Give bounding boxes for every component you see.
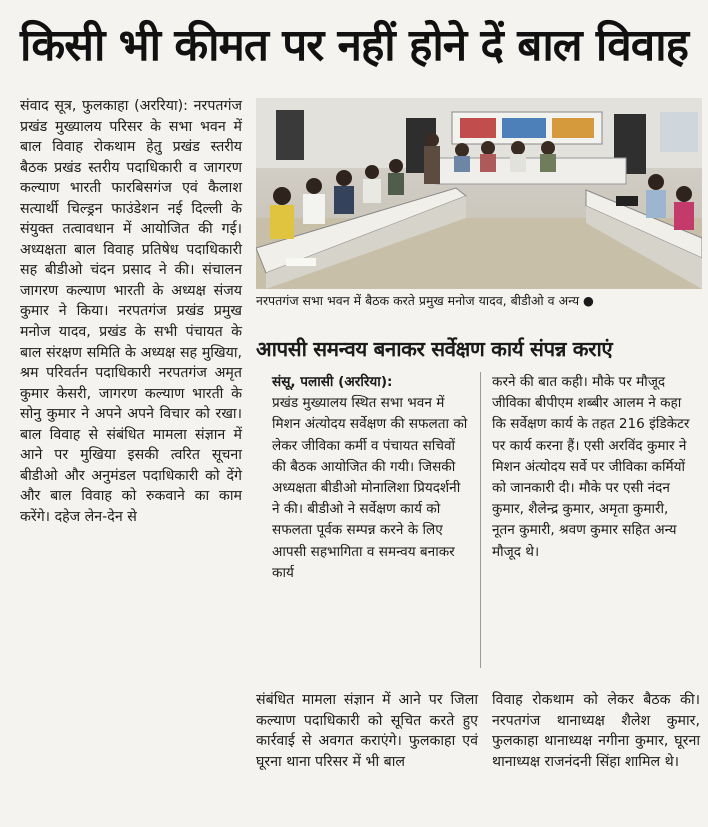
headline: किसी भी कीमत पर नहीं होने दें बाल विवाह [20, 20, 688, 71]
left-article-continuation-1: संबंधित मामला संज्ञान में आने पर जिला कल्याण पदाधिकारी को सूचित करते हुए कार्रवाई से अवगत कराएंगे। फुलकाहा एवं घूरना थाना परिसर में भी बाल [256, 692, 478, 770]
left-article-column: संवाद सूत्र, फुलकाहा (अररिया): नरपतगंज प्रखंड मुख्यालय परिसर के सभा भवन में बाल विवाह रोकथाम हेतु प्रखंड स्तरीय बैठक प्रखंड स्तरीय पदाधिकारी व जागरण कल्याण भारती फारबिसगंज एवं कैलाश सत्यार्थी चिल्ड्रन फाउंडेशन नई दिल्ली के संयुक्त तत्वावधान में आयोजित की गई। अध्यक्षता बाल विवाह प्रतिषेध पदाधिकारी सह बीडीओ चंदन प्रसाद ने की। संचालन जागरण कल्याण भारती के अध्यक्ष संजय कुमार ने किया। नरपतगंज प्रखंड प्रमुख मनोज यादव, प्रखंड के सभी पंचायत के बाल संरक्षण समिति के अध्यक्ष सह मुखिया, श्रम परिवर्तन पदाधिकारी नरपतगंज अमृत कुमार केसरी, जागरण कल्याण भारती के सोनु कुमार ने अपने अपने विचार को रखा। बाल विवाह से संबंधित मामला संज्ञान में आने पर मुखिया इसकी त्वरित सूचना बीडीओ और अनुमंडल पदाधिकारी को देंगे और बाल विवाह को रुकवाने का काम करेंगे। दहेज लेन-देन से [20, 98, 242, 525]
second-article-body: प्रखंड मुख्यालय स्थित सभा भवन में मिशन अंत्योदय सर्वेक्षण की सफलता को लेकर जीविका कर्मी व पंचायत सचिवों की बैठक आयोजित की गयी। जिसकी अध्यक्षता बीडीओ मोनालिशा प्रियदर्शनी ने की। बीडीओ ने सर्वेक्षण कार्य को सफलता पूर्वक सम्पन्न करने के लिए आपसी सहभागिता व समन्वय बनाकर कार्य [272, 395, 468, 581]
dateline: संसू, पलासी (अररिया): [272, 374, 393, 390]
second-article-column-2: करने की बात कही। मौके पर मौजूद जीविका बीपीएम शब्बीर आलम ने कहा कि सर्वेक्षण कार्य के तहत 216 इंडिकेटर पर कार्य करना हैं। एसी अरविंद कुमार ने मिशन अंत्योदय सर्वे पर जीविका कर्मियों को जानकारी दी। मौके पर एसी नंदन कुमार, शैलेन्द्र कुमार, अमृता कुमारी, नूतन कुमारी, श्रवण कुमार सहित अन्य मौजूद थे। [492, 374, 690, 560]
left-article-continuation-2: विवाह रोकथाम को लेकर बैठक की। नरपतगंज थानाध्यक्ष शैलेश कुमार, फुलकाहा थानाध्यक्ष नगीना कुमार, घूरना थानाध्यक्ष राजनंदनी सिंहा शामिल थे। [492, 692, 700, 770]
photo-caption: नरपतगंज सभा भवन में बैठक करते प्रमुख मनोज यादव, बीडीओ व अन्य ● [256, 293, 594, 308]
second-article-column-1 [272, 372, 472, 584]
column-divider [480, 372, 481, 668]
second-article-headline: आपसी समन्वय बनाकर सर्वेक्षण कार्य संपन्न कराएं [256, 337, 613, 361]
meeting-photo [256, 98, 702, 289]
meeting-hall-illustration [256, 98, 702, 289]
